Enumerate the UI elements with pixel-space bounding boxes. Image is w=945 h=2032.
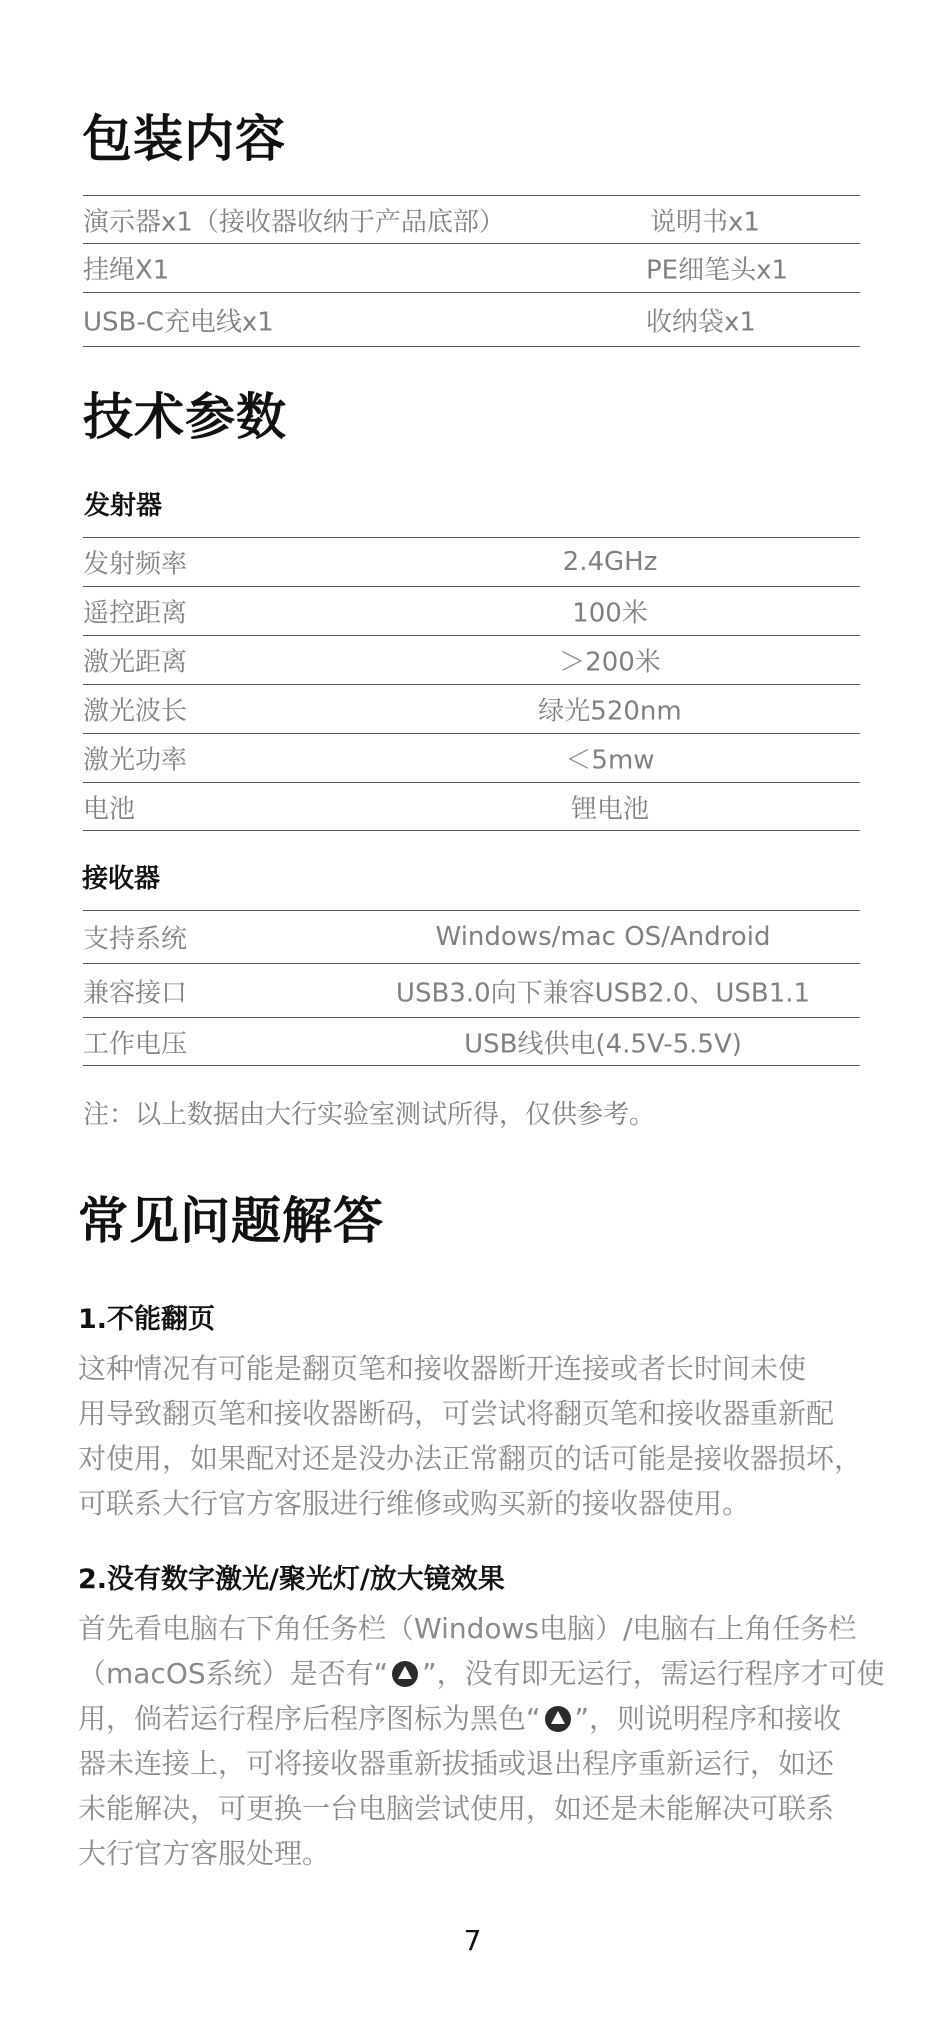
- package-title: 包装内容: [82, 110, 286, 168]
- spec-row: [83, 684, 860, 733]
- faq-question: 2.没有数字激光/聚光灯/放大镜效果: [78, 1564, 505, 1595]
- spec-value: USB线供电(4.5V-5.5V): [464, 1029, 742, 1059]
- answer-line: 这种情况有可能是翻页笔和接收器断开连接或者长时间未使: [78, 1352, 807, 1385]
- answer-line: 未能解决，可更换一台电脑尝试使用，如还是未能解决可联系: [78, 1792, 835, 1825]
- spec-label: 激光功率: [83, 745, 188, 776]
- package-item: 收纳袋x1: [646, 307, 756, 337]
- spec-value: 2.4GHz: [562, 547, 658, 577]
- transmitter-heading: 发射器: [84, 491, 163, 521]
- specs-title: 技术参数: [83, 388, 287, 446]
- spec-row: [83, 635, 860, 684]
- spec-row: [83, 586, 860, 635]
- answer-line: 对使用，如果配对还是没办法正常翻页的话可能是接收器损坏，: [78, 1442, 863, 1475]
- spec-row: [83, 782, 860, 831]
- spec-row: [83, 733, 860, 782]
- faq-title: 常见问题解答: [78, 1192, 384, 1250]
- page-number: 7: [463, 1924, 482, 1957]
- answer-text: ”，没有即无运行，需运行程序才可使: [422, 1657, 885, 1690]
- package-row: [83, 195, 860, 243]
- spec-row: [83, 910, 860, 963]
- transmitter-table: [83, 537, 860, 831]
- answer-line: [78, 1651, 885, 1696]
- app-triangle-icon: [392, 1661, 418, 1687]
- receiver-heading: 接收器: [82, 864, 161, 894]
- spec-row: [83, 1017, 860, 1066]
- answer-text: （macOS系统）是否有“: [78, 1657, 389, 1690]
- package-row: [83, 243, 860, 292]
- receiver-table: [83, 910, 860, 1066]
- spec-label: 激光距离: [83, 647, 188, 678]
- spec-value: Windows/mac OS/Android: [435, 922, 771, 952]
- spec-label: 遥控距离: [83, 598, 188, 629]
- spec-value: 100米: [572, 598, 648, 629]
- package-item: PE细笔头x1: [646, 255, 789, 286]
- spec-row: [83, 963, 860, 1017]
- package-item: 说明书x1: [650, 207, 760, 237]
- faq-question: 1.不能翻页: [78, 1304, 216, 1335]
- spec-label: 发射频率: [83, 549, 188, 580]
- spec-value: ＜5mw: [565, 745, 655, 776]
- specs-note: 注：以上数据由大行实验室测试所得，仅供参考。: [83, 1100, 656, 1130]
- faq-answer: [78, 1606, 885, 1876]
- answer-line: [78, 1696, 878, 1741]
- app-triangle-icon: [545, 1706, 571, 1732]
- faq-answer: [78, 1346, 878, 1526]
- package-item: USB-C充电线x1: [83, 307, 274, 337]
- spec-label: 工作电压: [83, 1029, 188, 1059]
- answer-text: 用，倘若运行程序后程序图标为黑色“: [78, 1702, 541, 1735]
- spec-value: ＞200米: [559, 647, 661, 678]
- answer-line: 可联系大行官方客服进行维修或购买新的接收器使用。: [78, 1487, 751, 1520]
- spec-label: 兼容接口: [83, 978, 188, 1008]
- answer-line: 首先看电脑右下角任务栏（Windows电脑）/电脑右上角任务栏: [78, 1612, 857, 1645]
- spec-value: 锂电池: [570, 794, 650, 824]
- answer-line: 器未连接上，可将接收器重新拔插或退出程序重新运行，如还: [78, 1747, 835, 1780]
- spec-label: 电池: [83, 794, 136, 824]
- spec-value: USB3.0向下兼容USB2.0、USB1.1: [395, 978, 811, 1008]
- spec-value: 绿光520nm: [538, 696, 682, 727]
- package-table: [83, 195, 860, 347]
- spec-label: 激光波长: [83, 696, 188, 727]
- spec-row: [83, 537, 860, 586]
- answer-line: 大行官方客服处理。: [78, 1837, 331, 1870]
- answer-line: 用导致翻页笔和接收器断码，可尝试将翻页笔和接收器重新配: [78, 1397, 835, 1430]
- answer-text: ”，则说明程序和接收: [574, 1702, 842, 1735]
- package-item: 挂绳X1: [83, 255, 170, 286]
- spec-label: 支持系统: [83, 924, 188, 955]
- package-item: 演示器x1（接收器收纳于产品底部）: [83, 207, 505, 237]
- package-row: [83, 292, 860, 347]
